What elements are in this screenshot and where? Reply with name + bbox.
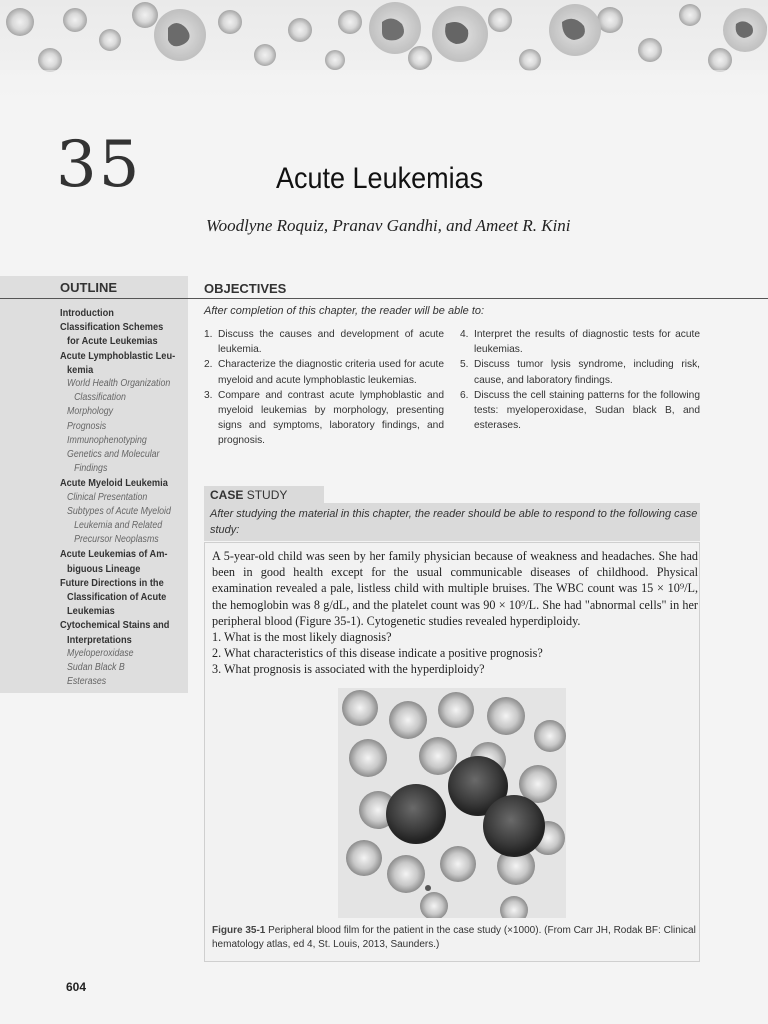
figure-label: Figure 35-1 xyxy=(212,925,266,936)
outline-subitem: Esterases xyxy=(67,676,107,688)
objective-item xyxy=(460,388,700,434)
outline-item: Classification of Acute xyxy=(67,591,167,604)
chapter-number: 35 xyxy=(56,128,142,202)
objective-item xyxy=(204,388,444,449)
figure-caption xyxy=(212,924,700,952)
page-number: 604 xyxy=(66,980,87,994)
outline-subitem: World Health Organization xyxy=(67,378,171,390)
outline-header xyxy=(0,276,188,298)
outline-subitem: Clinical Presentation xyxy=(67,491,148,503)
case-study-question: 1. What is the most likely diagnosis? xyxy=(212,630,392,645)
case-study-intro-box xyxy=(204,503,700,541)
outline-subitem: Myeloperoxidase xyxy=(67,647,134,659)
outline-item: for Acute Leukemias xyxy=(67,335,158,348)
objective-number: 5. xyxy=(460,359,469,371)
objectives-header: OBJECTIVES xyxy=(204,281,287,296)
objective-number: 3. xyxy=(204,389,213,401)
outline-item: Leukemias xyxy=(67,605,115,618)
outline-subitem: Prognosis xyxy=(67,420,107,432)
objective-item xyxy=(460,357,700,387)
objective-number: 4. xyxy=(460,329,469,340)
outline-item: Cytochemical Stains and xyxy=(60,619,170,632)
objective-number: 6. xyxy=(460,389,469,401)
case-study-question: 2. What characteristics of this disease indicate a positive prognosis? xyxy=(212,646,543,661)
objective-text: Compare and contrast acute lymphoblastic and myeloid leukemias by morphology, presenting signs and symptoms, laboratory findings, and prognosis. xyxy=(218,389,444,447)
case-study-paragraph: A 5-year-old child was seen by her family physician because of weakness and headaches. She had been in good health except for the usual communicable diseases of childhood. Physical examination revealed a pale, listless child with multiple bruises. The WBC count was 15 × 10⁹/L, the hemoglobin was 8 g/dL, and the platelet count was 90 × 10⁹/L. She had "abnormal cells" in her peripheral blood (Figure 35-1). Cytogenetic studies revealed hyperdiploidy. xyxy=(212,549,698,628)
figure-caption-text: Peripheral blood film for the patient in the case study (×1000). (From Carr JH, Rodak BF: Clinical hematology atlas, ed 4, St. Louis, 2013, Saunders.) xyxy=(212,925,696,950)
objective-number: 2. xyxy=(204,359,213,371)
case-study-label-regular: STUDY xyxy=(246,488,288,502)
objective-item xyxy=(204,327,444,357)
outline-item: kemia xyxy=(67,363,94,376)
outline-header-label: OUTLINE xyxy=(60,280,118,295)
outline-subitem: Leukemia and Related xyxy=(74,520,163,532)
objective-item xyxy=(460,327,700,357)
objective-text: Discuss the causes and development of acute leukemia. xyxy=(218,329,444,356)
outline-item: Acute Leukemias of Am- xyxy=(60,548,168,561)
outline-subitem: Genetics and Molecular xyxy=(67,449,160,461)
outline-item: Classification Schemes xyxy=(60,321,164,334)
chapter-authors: Woodlyne Roquiz, Pranav Gandhi, and Ameet R. Kini xyxy=(206,216,571,235)
objective-text: Discuss the cell staining patterns for the following tests: myeloperoxidase, Sudan black B, and esterases. xyxy=(474,389,700,432)
objectives-intro: After completion of this chapter, the reader will be able to: xyxy=(204,305,485,317)
chapter-title: Acute Leukemias xyxy=(276,162,484,195)
case-study-tab xyxy=(204,486,324,503)
outline-subitem: Sudan Black B xyxy=(67,662,125,674)
objective-text: Interpret the results of diagnostic tests for acute leukemias. xyxy=(474,329,700,356)
outline-subitem: Morphology xyxy=(67,406,114,418)
objective-number: 1. xyxy=(204,329,213,340)
outline-subitem: Subtypes of Acute Myeloid xyxy=(67,505,171,517)
case-study-label-bold: CASE xyxy=(210,488,244,502)
outline-item: Interpretations xyxy=(67,633,132,646)
outline-subitem: Immunophenotyping xyxy=(67,434,147,446)
outline-list xyxy=(60,306,185,689)
objective-text: Discuss tumor lysis syndrome, including risk, cause, and laboratory findings. xyxy=(474,359,700,386)
outline-item: Introduction xyxy=(60,307,114,319)
case-study-intro: After studying the material in this chapter, the reader should be able to respond to the following case study: xyxy=(210,508,698,536)
case-study-question: 3. What prognosis is associated with the hyperdiploidy? xyxy=(212,662,485,677)
outline-subitem: Precursor Neoplasms xyxy=(74,534,159,546)
outline-item: Future Directions in the xyxy=(60,576,164,589)
objective-item xyxy=(204,357,444,387)
case-study-text xyxy=(212,548,698,678)
outline-item: Acute Myeloid Leukemia xyxy=(60,477,168,490)
objective-text: Characterize the diagnostic criteria used for acute myeloid and acute lymphoblastic leukemias. xyxy=(218,359,444,386)
outline-item: Acute Lymphoblastic Leu- xyxy=(60,349,176,362)
case-study-questions xyxy=(212,629,698,678)
blood-film-image xyxy=(338,688,566,918)
objectives-left-column xyxy=(204,327,444,449)
header-banner-image xyxy=(0,0,768,112)
outline-item: biguous Lineage xyxy=(67,562,141,575)
outline-subitem: Classification xyxy=(74,392,126,404)
outline-subitem: Findings xyxy=(74,463,108,475)
objectives-right-column xyxy=(460,327,700,433)
